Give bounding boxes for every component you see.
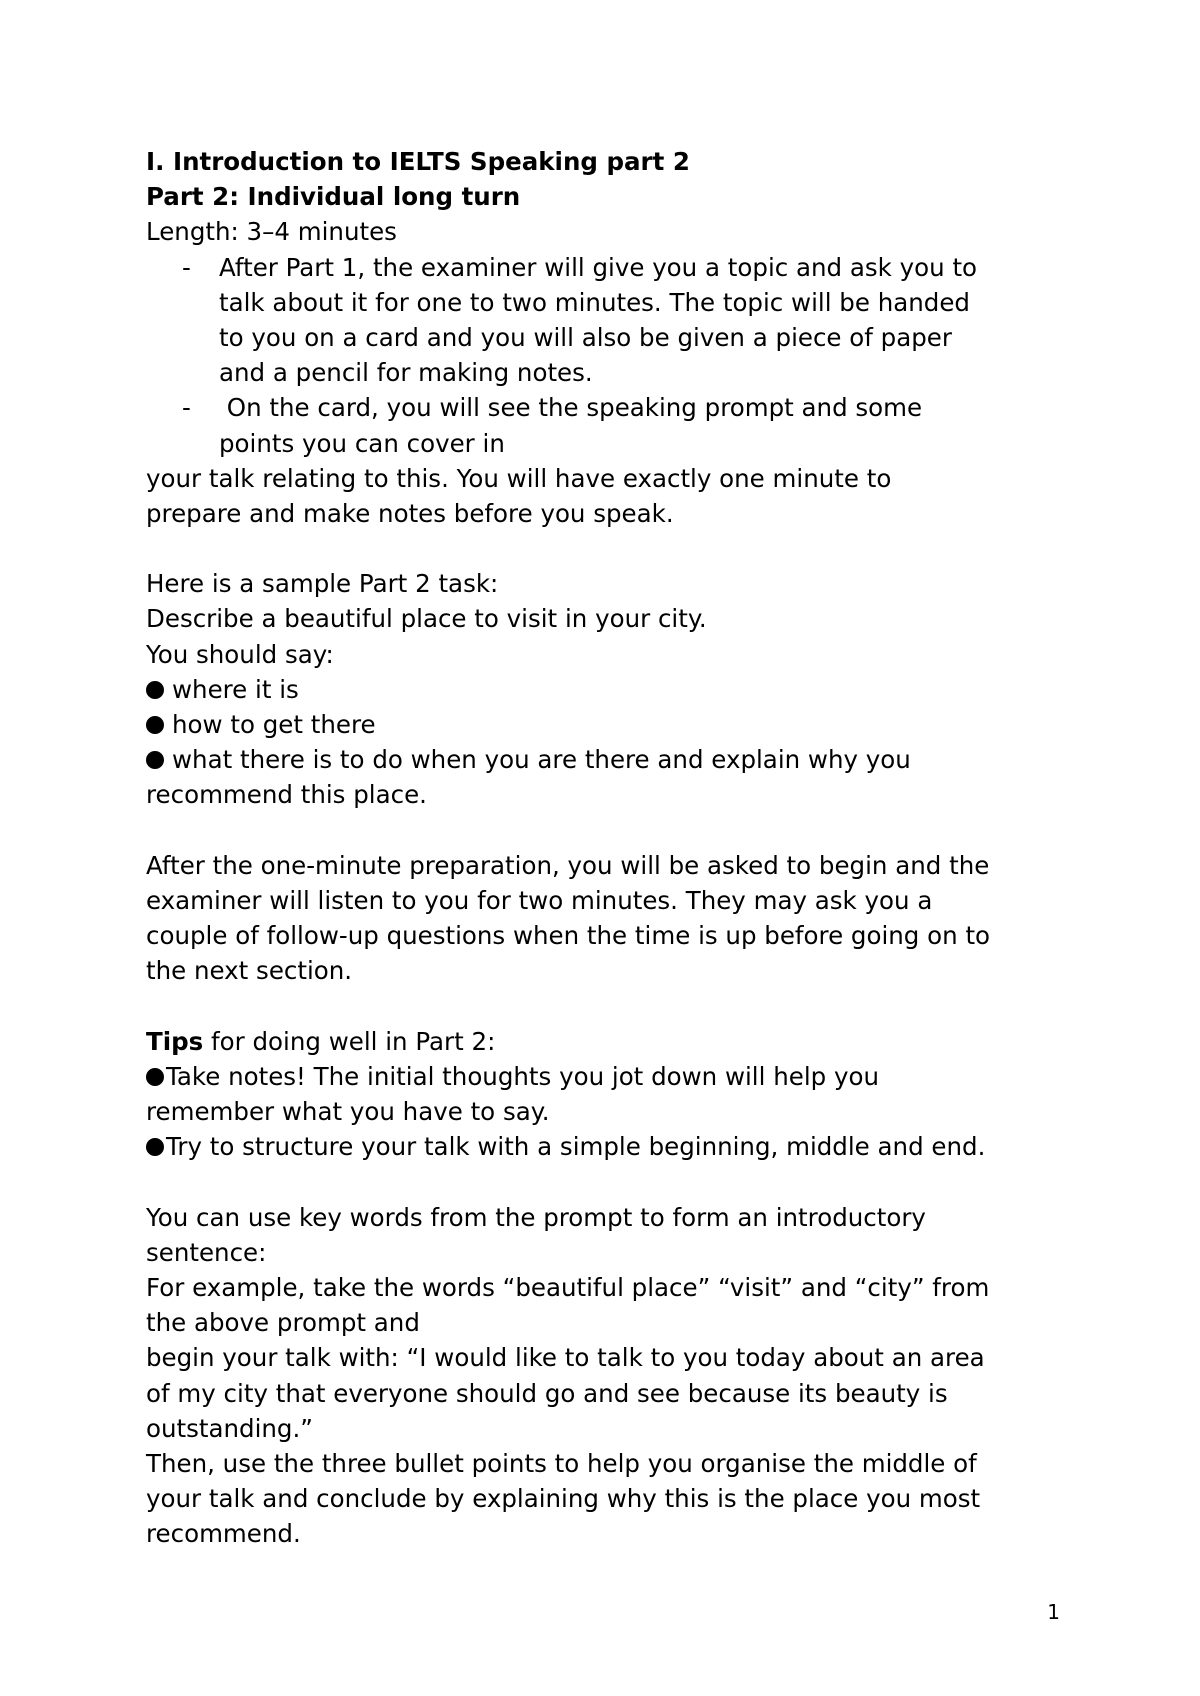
section-heading: I. Introduction to IELTS Speaking part 2 [146,147,690,176]
page-number: 1 [1047,1600,1060,1624]
bullet-dot-icon [146,681,164,699]
should-say-label: You should say: [146,639,334,669]
bullet-item [146,672,1076,707]
text-line: your talk and conclude by explaining why this is the place you most [146,1484,981,1514]
bullet-text: where it is [172,674,299,704]
spacer [146,813,1076,848]
text-line: After the one-minute preparation, you will be asked to begin and the [146,850,990,880]
bullet-text: how to get there [172,710,376,739]
text-line: talk about it for one to two minutes. The topic will be handed [219,287,970,317]
sample-intro: Here is a sample Part 2 task: [146,569,499,599]
dash-marker: - [182,252,191,282]
text-line: recommend this place. [146,780,427,810]
text-line: examiner will listen to you for two minutes. They may ask you a [146,885,933,915]
tips-bold-label: Tips [146,1026,204,1056]
spacer [146,989,1076,1024]
text-line: On the card, you will see the speaking prompt and some [219,393,923,423]
bullet-item [146,742,1076,777]
text-line: prepare and make notes before you speak. [146,498,674,528]
text-line: begin your talk with: “I would like to talk to you today about an area [146,1343,985,1373]
text-line: the next section. [146,956,353,986]
tip-text: Take notes! The initial thoughts you jot down will help you [166,1061,879,1091]
tip-text: Try to structure your talk with a simple beginning, middle and end. [166,1132,986,1162]
text-line: remember what you have to say. [146,1097,550,1127]
document-body [146,144,1076,1552]
tips-rest-label: for doing well in Part 2: [203,1026,496,1056]
length-line: Length: 3–4 minutes [146,217,397,247]
bullet-dot-icon [146,1138,164,1156]
tips-heading [146,1024,1076,1059]
text-line: your talk relating to this. You will have exactly one minute to [146,463,892,493]
text-line: Then, use the three bullet points to help you organise the middle of [146,1448,977,1478]
text-line: couple of follow-up questions when the time is up before going on to [146,921,991,951]
tip-item [146,1059,1076,1094]
text-line: the above prompt and [146,1308,420,1338]
text-line: recommend. [146,1519,301,1549]
text-line: of my city that everyone should go and see because its beauty is [146,1378,948,1408]
text-line: sentence: [146,1237,267,1267]
bullet-dot-icon [146,1068,164,1086]
text-line: and a pencil for making notes. [219,358,593,388]
bullet-dot-icon [146,716,164,734]
text-line: You can use key words from the prompt to form an introductory [146,1202,926,1232]
text-line: For example, take the words “beautiful place” “visit” and “city” from [146,1273,990,1302]
sample-prompt: Describe a beautiful place to visit in your city. [146,604,707,634]
dash-list-item [146,250,1076,391]
text-line: After Part 1, the examiner will give you a topic and ask you to [219,252,978,282]
bullet-dot-icon [146,751,164,769]
dash-list-item [146,390,1076,460]
part-heading: Part 2: Individual long turn [146,182,521,212]
text-line: outstanding.” [146,1413,313,1443]
tip-item [146,1129,1076,1164]
dash-marker: - [182,393,191,423]
text-line: points you can cover in [219,428,505,458]
spacer [146,531,1076,566]
text-line: to you on a card and you will also be given a piece of paper [219,322,952,352]
bullet-text: what there is to do when you are there and explain why you [172,745,911,775]
spacer [146,1164,1076,1199]
bullet-item [146,707,1076,742]
